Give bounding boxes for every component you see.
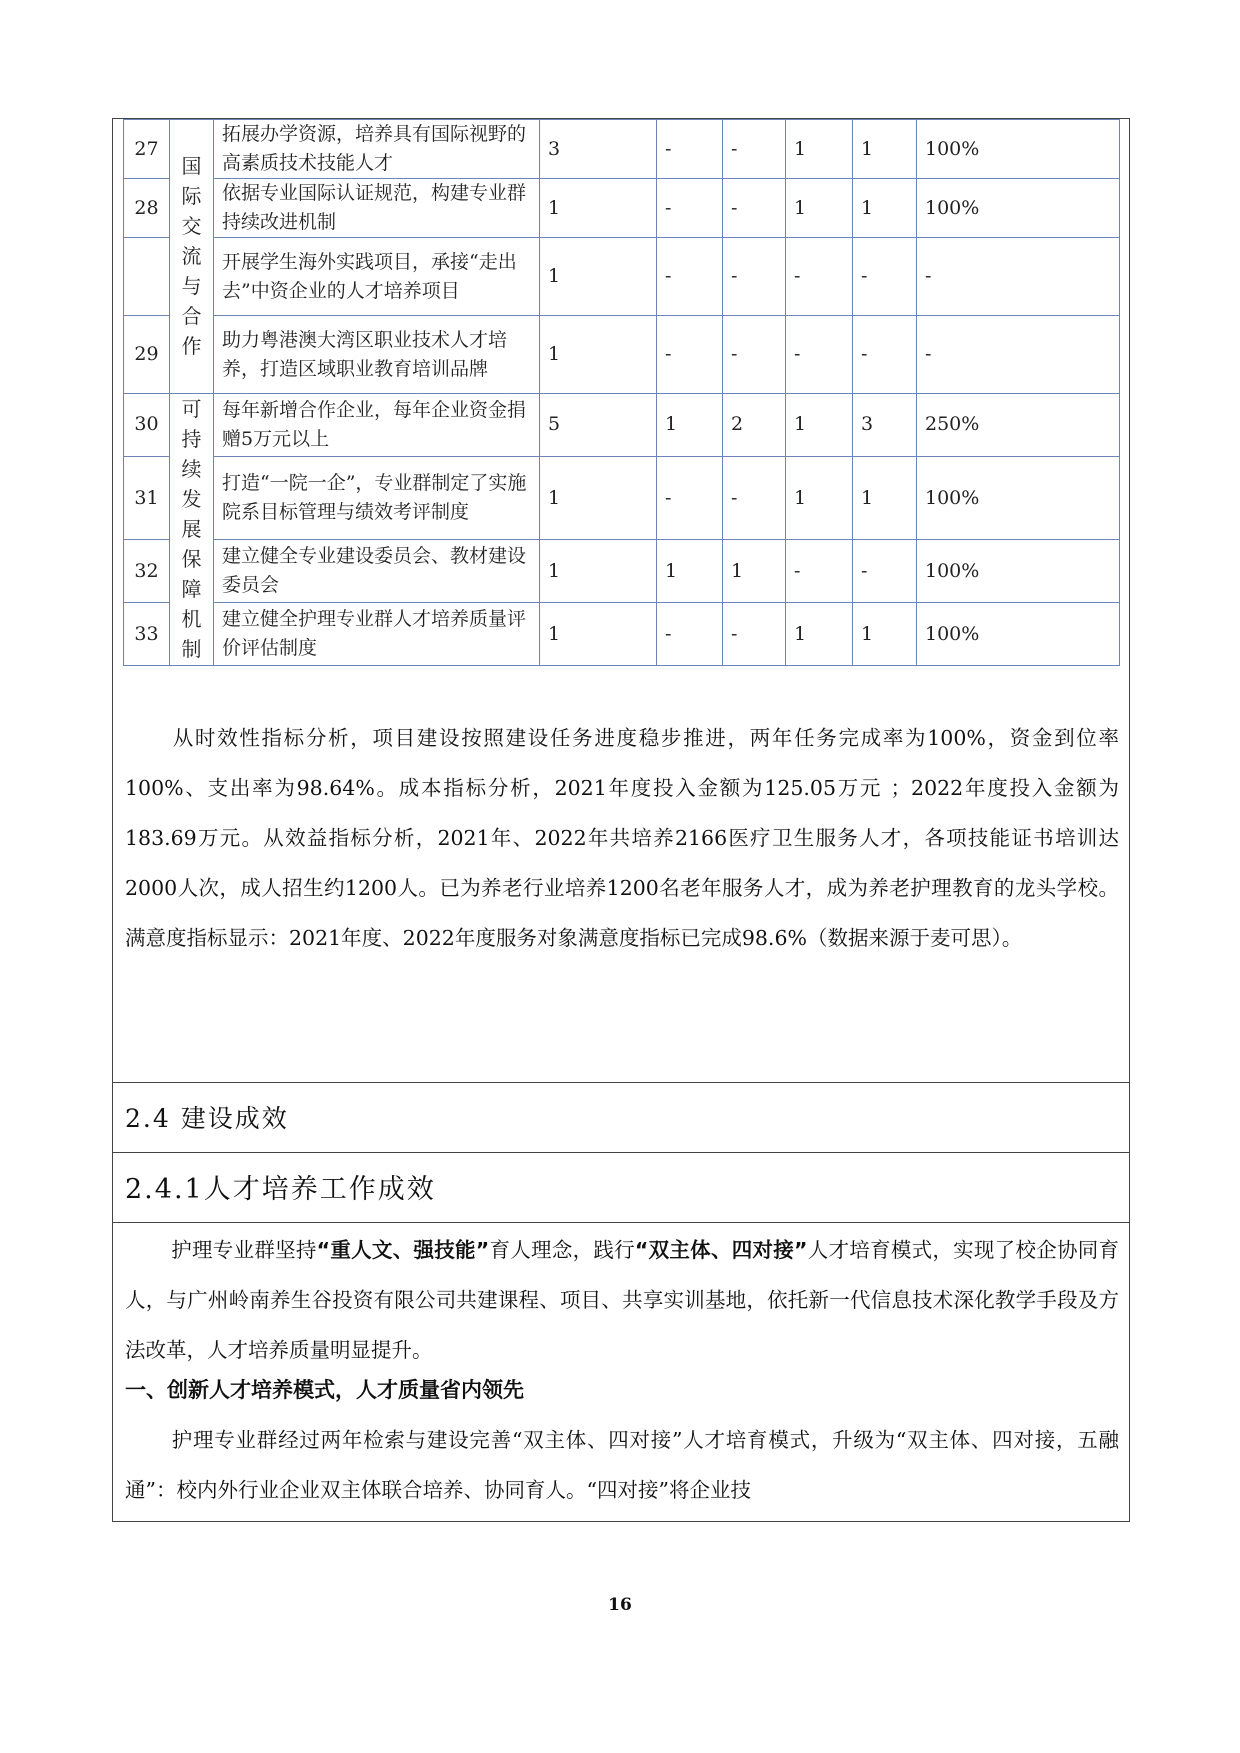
intro-paragraph: 护理专业群坚持“重人文、强技能”育人理念，践行“双主体、四对接”人才培育模式，实现了校企协同育人，与广州岭南养生谷投资有限公司共建课程、项目、共享实训基地，依托新一代信息技术深化教学手段及方法改革，人才培养质量明显提升。 [125, 1238, 1120, 1362]
value-cell: 100% [917, 540, 1120, 603]
value-cell: 1 [786, 394, 853, 457]
table-row [124, 238, 1120, 316]
value-cell: 1 [853, 603, 917, 666]
value-cell: 1 [540, 238, 657, 316]
divider [113, 1152, 1129, 1153]
value-cell: 1 [540, 179, 657, 238]
value-cell: - [657, 238, 723, 316]
value-cell: 1 [853, 179, 917, 238]
summary-paragraph: 从时效性指标分析，项目建设按照建设任务进度稳步推进，两年任务完成率为100%，资金到位率100%、支出率为98.64%。成本指标分析，2021年度投入金额为125.05万元 ；2022年度投入金额为 183.69万元。从效益指标分析，2021年、2022年共培养2166医疗卫生服务人才，各项技能证书培训达2000人次，成人招生约1200人。已为养老行业培养1200名老年服务人才，成为养老护理教育的龙头学校。满意度指标显示：2021年度、2022年度服务对象满意度指标已完成98.6%（数据来源于麦可思）。 [125, 726, 1119, 950]
value-cell: 1 [540, 540, 657, 603]
task-description: 拓展办学资源，培养具有国际视野的高素质技术技能人才 [214, 120, 540, 179]
task-description: 建立健全护理专业群人才培养质量评价评估制度 [214, 603, 540, 666]
value-cell: 250% [917, 394, 1120, 457]
value-cell: - [723, 316, 786, 394]
table-row [124, 120, 1120, 179]
value-cell: 1 [723, 540, 786, 603]
value-cell: 100% [917, 456, 1120, 539]
category-label: 国际交流与合作 [181, 154, 202, 358]
heading-one: 一、创新人才培养模式，人才质量省内领先 [125, 1378, 524, 1402]
section-2-4-1-title: 2.4.1人才培养工作成效 [125, 1174, 436, 1205]
value-cell: 1 [786, 603, 853, 666]
row-number: 27 [124, 120, 170, 179]
row-number: 28 [124, 179, 170, 238]
value-cell: - [853, 316, 917, 394]
divider [113, 1222, 1129, 1223]
task-description: 开展学生海外实践项目，承接“走出去”中资企业的人才培养项目 [214, 238, 540, 316]
row-number: 30 [124, 394, 170, 457]
value-cell: 100% [917, 120, 1120, 179]
value-cell: - [917, 316, 1120, 394]
task-description: 打造“一院一企”，专业群制定了实施院系目标管理与绩效考评制度 [214, 456, 540, 539]
task-description: 依据专业国际认证规范，构建专业群持续改进机制 [214, 179, 540, 238]
value-cell: - [917, 238, 1120, 316]
bold-phrase: “双主体、四对接” [634, 1238, 808, 1262]
value-cell: - [723, 456, 786, 539]
section-2-4-title: 2.4 建设成效 [125, 1104, 289, 1133]
value-cell: - [853, 238, 917, 316]
value-cell: - [657, 120, 723, 179]
value-cell: - [657, 179, 723, 238]
table-row [124, 394, 1120, 457]
value-cell: 100% [917, 603, 1120, 666]
row-number: 31 [124, 456, 170, 539]
value-cell: 1 [786, 120, 853, 179]
value-cell: 1 [657, 540, 723, 603]
table-row [124, 603, 1120, 666]
value-cell: 5 [540, 394, 657, 457]
table-row [124, 179, 1120, 238]
category-cell-sustain [170, 394, 214, 666]
value-cell: 1 [657, 394, 723, 457]
value-cell: 1 [540, 316, 657, 394]
value-cell: - [786, 238, 853, 316]
value-cell: - [723, 238, 786, 316]
row-number: 33 [124, 603, 170, 666]
category-cell-intl [170, 120, 214, 394]
table-row [124, 316, 1120, 394]
table-row [124, 540, 1120, 603]
value-cell: 2 [723, 394, 786, 457]
value-cell: 1 [786, 456, 853, 539]
row-number: 32 [124, 540, 170, 603]
task-description: 助力粤港澳大湾区职业技术人才培养，打造区域职业教育培训品牌 [214, 316, 540, 394]
row-number [124, 238, 170, 316]
value-cell: - [657, 603, 723, 666]
task-description: 建立健全专业建设委员会、教材建设委员会 [214, 540, 540, 603]
task-description: 每年新增合作企业，每年企业资金捐赠5万元以上 [214, 394, 540, 457]
content-frame [112, 118, 1130, 1522]
task-table [123, 119, 1120, 666]
page-number: 16 [608, 1595, 632, 1615]
value-cell: 3 [540, 120, 657, 179]
value-cell: - [657, 316, 723, 394]
value-cell: 1 [540, 603, 657, 666]
table-row [124, 456, 1120, 539]
value-cell: - [723, 120, 786, 179]
divider [113, 1082, 1129, 1083]
value-cell: - [723, 179, 786, 238]
value-cell: 1 [540, 456, 657, 539]
value-cell: 1 [786, 179, 853, 238]
category-label: 可持续发展保障机制 [181, 397, 202, 661]
value-cell: 1 [853, 456, 917, 539]
value-cell: - [853, 540, 917, 603]
value-cell: 3 [853, 394, 917, 457]
value-cell: 100% [917, 179, 1120, 238]
value-cell: - [786, 540, 853, 603]
last-paragraph: 护理专业群经过两年检索与建设完善“双主体、四对接”人才培育模式，升级为“双主体、四对接，五融通”：校内外行业企业双主体联合培养、协同育人。“四对接”将企业技 [125, 1428, 1119, 1502]
value-cell: - [786, 316, 853, 394]
value-cell: - [657, 456, 723, 539]
row-number: 29 [124, 316, 170, 394]
value-cell: 1 [853, 120, 917, 179]
bold-phrase: “重人文、强技能” [316, 1238, 490, 1262]
value-cell: - [723, 603, 786, 666]
